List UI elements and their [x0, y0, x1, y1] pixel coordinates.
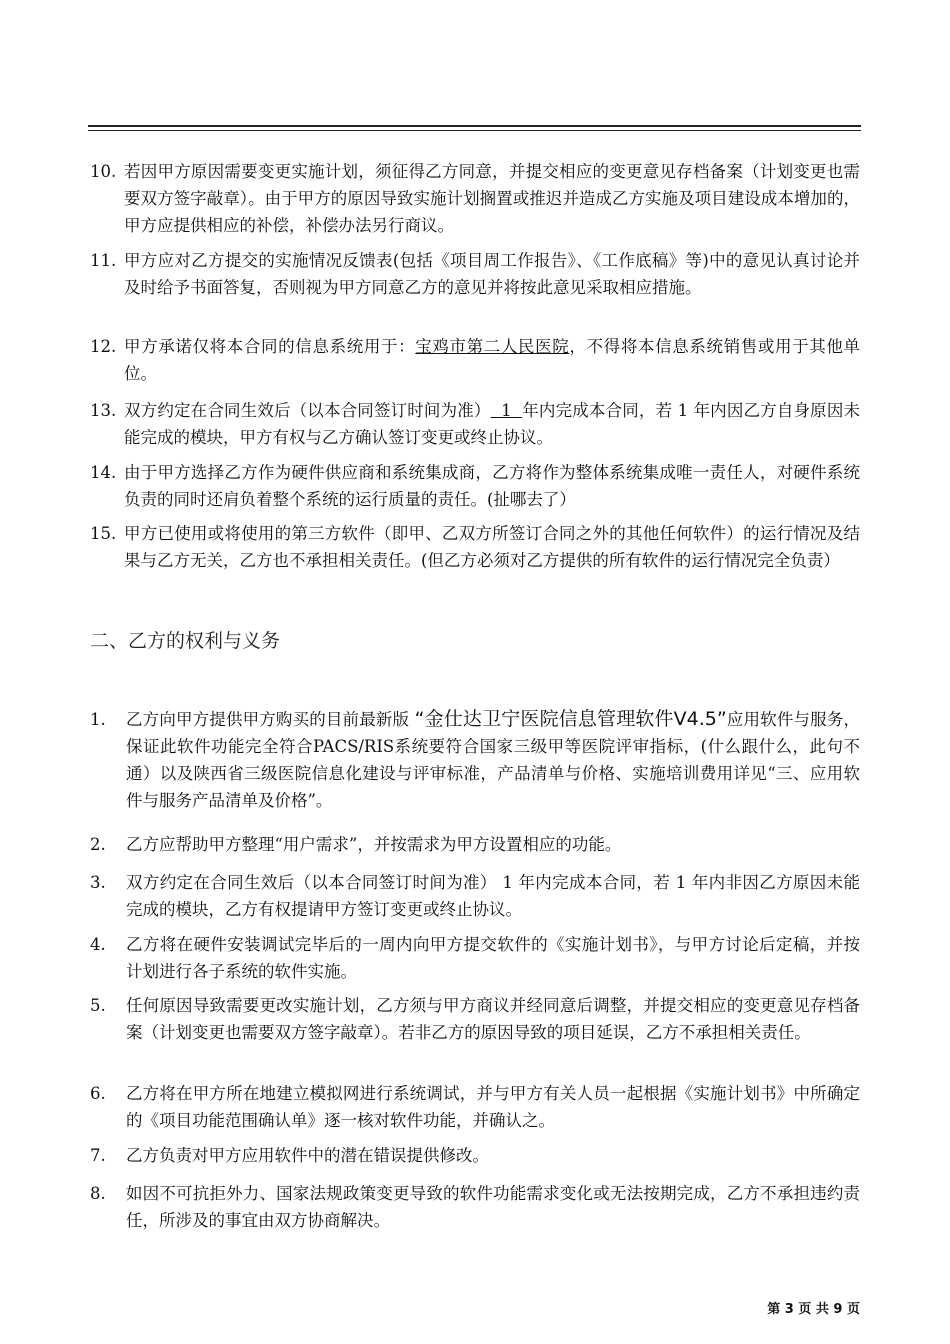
clause-number: 13.	[90, 401, 117, 420]
clause-number: 2.	[90, 835, 106, 854]
clause-text	[124, 397, 860, 451]
clause-text: 乙方应帮助甲方整理“用户需求”，并按需求为甲方设置相应的功能。	[126, 835, 622, 854]
clause-number: 3.	[90, 873, 106, 892]
clause-10	[90, 158, 860, 239]
clause-text-pre: 甲方承诺仅将本合同的信息系统用于：	[124, 337, 416, 356]
clause-text: 甲方已使用或将使用的第三方软件（即甲、乙双方所签订合同之外的其他任何软件）的运行情况及结果与乙方无关，乙方也不承担相关责任。(但乙方必须对乙方提供的所有软件的运行情况完全负责）	[124, 524, 860, 570]
clause-text-post: 年内完成本合同，若 1 年内因乙方自身原因未能完成的模块，甲方有权与乙方确认签订变更或终止协议。	[124, 401, 860, 447]
clause-2-2	[90, 831, 860, 858]
clause-text-post: ，不得将本信息系统销售或用于其他单位。	[124, 337, 861, 383]
clause-text: 甲方应对乙方提交的实施情况反馈表(包括《项目周工作报告》、《工作底稿》等)中的意见认真讨论并及时给予书面答复，否则视为甲方同意乙方的意见并将按此意见采取相应措施。	[124, 251, 860, 297]
clause-number: 15.	[90, 524, 117, 543]
clause-2-3	[90, 869, 860, 923]
year-blank: 1	[490, 401, 523, 420]
clause-number: 11.	[90, 251, 117, 270]
header-rule-thin	[88, 130, 861, 131]
clause-number: 1.	[90, 710, 106, 729]
clause-number: 14.	[90, 463, 117, 482]
clause-text	[126, 706, 860, 814]
clause-text: 乙方负责对甲方应用软件中的潜在错误提供修改。	[126, 1146, 489, 1165]
clause-text: 如因不可抗拒外力、国家法规政策变更导致的软件功能需求变化或无法按期完成，乙方不承担违约责任，所涉及的事宜由双方协商解决。	[126, 1184, 860, 1230]
clause-number: 5.	[90, 996, 106, 1015]
clause-11	[90, 247, 860, 301]
clause-text-pre: 乙方向甲方提供甲方购买的目前最新版	[126, 710, 415, 729]
clause-text-pre: 双方约定在合同生效后（以本合同签订时间为准）	[124, 401, 491, 420]
clause-text: 若因甲方原因需要变更实施计划，须征得乙方同意，并提交相应的变更意见存档备案（计划变更也需要双方签字敲章）。由于甲方的原因导致实施计划搁置或推迟并造成乙方实施及项目建设成本增加的，甲方应提供相应的补偿，补偿办法另行商议。	[124, 162, 860, 235]
product-name: “金仕达卫宁医院信息管理软件V4.5”	[414, 708, 727, 730]
header-rule	[88, 125, 861, 127]
clause-text: 双方约定在合同生效后（以本合同签订时间为准） 1 年内完成本合同，若 1 年内非因乙方原因未能完成的模块，乙方有权提请甲方签订变更或终止协议。	[126, 873, 860, 919]
clause-2-7	[90, 1142, 860, 1169]
clause-number: 6.	[90, 1084, 106, 1103]
clause-14	[90, 459, 860, 513]
clause-text: 乙方将在硬件安装调试完毕后的一周内向甲方提交软件的《实施计划书》，与甲方讨论后定稿，并按计划进行各子系统的软件实施。	[126, 935, 860, 981]
clause-12	[90, 333, 860, 387]
section-heading: 二、乙方的权利与义务	[90, 630, 281, 652]
clause-2-8	[90, 1180, 860, 1234]
hospital-name: 宝鸡市第二人民医院	[415, 337, 570, 356]
clause-text-post: 应用软件与服务，保证此软件功能完全符合PACS/RIS系统要符合国家三级甲等医院评审指标，(什么跟什么，此句不通）以及陕西省三级医院信息化建设与评审标准，产品清单与价格、实施培训费用详见“三、应用软件与服务产品清单及价格”。	[126, 710, 861, 810]
clause-2-5	[90, 992, 860, 1046]
clause-2-1	[90, 706, 860, 814]
clause-number: 4.	[90, 935, 106, 954]
clause-number: 12.	[90, 337, 117, 356]
clause-text: 乙方将在甲方所在地建立模拟网进行系统调试，并与甲方有关人员一起根据《实施计划书》中所确定的《项目功能范围确认单》逐一核对软件功能，并确认之。	[126, 1084, 860, 1130]
clause-text: 由于甲方选择乙方作为硬件供应商和系统集成商，乙方将作为整体系统集成唯一责任人，对硬件系统负责的同时还肩负着整个系统的运行质量的责任。(扯哪去了）	[124, 463, 860, 509]
clause-number: 10.	[90, 162, 117, 181]
page-number: 第 3 页 共 9 页	[767, 1302, 860, 1317]
clause-text	[124, 333, 860, 387]
clause-2-6	[90, 1080, 860, 1134]
clause-13	[90, 397, 860, 451]
clause-number: 8.	[90, 1184, 106, 1203]
clause-number: 7.	[90, 1146, 106, 1165]
clause-15	[90, 520, 860, 574]
clause-2-4	[90, 931, 860, 985]
clause-text: 任何原因导致需要更改实施计划，乙方须与甲方商议并经同意后调整，并提交相应的变更意见存档备案（计划变更也需要双方签字敲章）。若非乙方的原因导致的项目延误，乙方不承担相关责任。	[126, 996, 860, 1042]
